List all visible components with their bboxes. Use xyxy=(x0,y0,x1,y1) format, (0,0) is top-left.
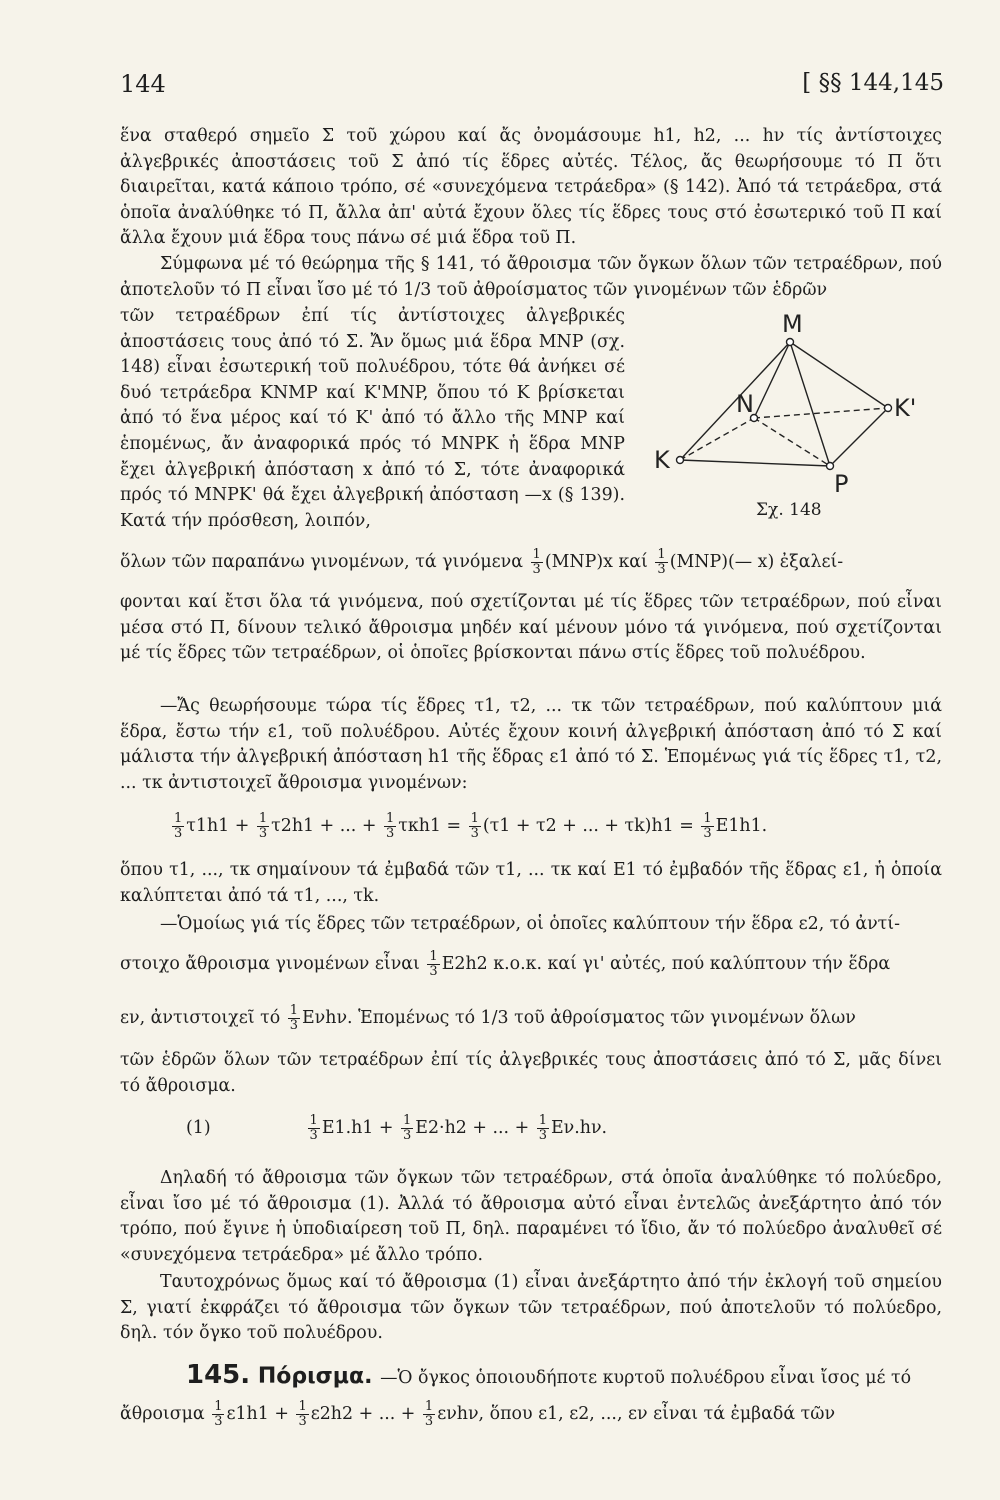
text-block-4 xyxy=(120,858,942,909)
section-145-heading xyxy=(186,1360,380,1390)
eq2-term-2: E2·h2 + ... + xyxy=(415,1118,530,1138)
section-145-line2: ἄθροισμα $\frac{1}{3}$ ε1h1 + $\frac{1}{3}$ ε2h2 + ... + $\frac{1}{3}$ ενhν, ὅπου ε1, ε2, ..., εν εἶναι τά ἐμβαδά τῶν xyxy=(120,1399,836,1429)
edge-NP xyxy=(754,418,830,466)
eq1-term-1: τ1h1 + xyxy=(186,816,250,836)
line-products xyxy=(120,548,942,577)
eq1-term-4: (τ1 + τ2 + ... + τk)h1 = xyxy=(482,816,694,836)
section-145-number: 145. xyxy=(186,1360,251,1390)
edge-NKp xyxy=(754,408,888,418)
paragraph-faces: —Ἄς θεωρήσουμε τώρα τίς ἕδρες τ1, τ2, ... τκ τῶν τετραέδρων, πού καλύπτουν μιά ἕδρα, ἔστω τήν ε1, τοῦ πολυέδρου. Αὐτές ἔχουν κοινή ἀλγεβρική ἀπόσταση ἀπό τό Σ καί μάλιστα τήν ἀλγεβρική ἀπόσταση h1 τῆς ἕδρας ε1 ἀπό τό Σ. Ἑπομένως γιά τίς ἕδρες τ1, τ2, ... τκ ἀντιστοιχεῖ ἄθροισμα γινομένων: xyxy=(120,696,942,793)
paragraph-independent: Δηλαδή τό ἄθροισμα τῶν ὄγκων τῶν τετραέδρων, στά ὁποῖα ἀναλύθηκε τό πολύεδρο, εἶναι ἴσο μέ τό ἄθροισμα (1). Ἀλλά τό ἄθροισμα αὐτό εἶναι ἐντελῶς ἀνεξάρτητο ἀπό τόν τρόπο, πού ἔγινε ἡ ὑποδιαίρεση τοῦ Π, δηλ. παραμένει τό ἴδιο, ἄν τό πολύεδρο ἀναλυθεῖ σέ «συνεχόμενα τετράεδρα» μέ ἄλλο τρόπο. xyxy=(120,1168,942,1265)
section-145-title: Πόρισμα. xyxy=(257,1364,373,1389)
paragraph-volume: Ταυτοχρόνως ὅμως καί τό ἄθροισμα (1) εἶναι ἀνεξάρτητο ἀπό τήν ἐκλογή τοῦ σημείου Σ, γιατί ἐκφράζει τό ἄθροισμα τῶν ὄγκων τῶν τετραέδρων, πού ἀποτελοῦν τό πολύεδρο, δηλ. τόν ὄγκο τοῦ πολυέδρου. xyxy=(120,1272,942,1344)
paragraph-similarly: —Ὁμοίως γιά τίς ἕδρες τῶν τετραέδρων, οἱ ὁποῖες καλύπτουν τήν ἕδρα ε2, τό ἀντί- xyxy=(160,914,901,934)
edge-MK xyxy=(680,342,790,460)
text-block-5 xyxy=(120,912,942,938)
vertex-P xyxy=(827,463,834,470)
label-P: P xyxy=(834,470,849,498)
side-paragraph: τῶν τετραέδρων ἐπί τίς ἀντίστοιχες ἀλγεβρικές ἀποστάσεις τους ἀπό τό Σ. Ἄν ὅμως μιά ἕδρα MNP (σχ. 148) εἶναι ἐσωτερική τοῦ πολυέδρου, τότε θά ἀνήκει σέ δυό τετράεδρα KNMP καί K'MNP, ὅπου τό K βρίσκεται ἀπό τό ἕνα μέρος καί τό K' ἀπό τό ἄλλο τῆς MNP καί ἑπομένως, ἄν ἀναφορικά πρός τό MNPK ἡ ἕδρα MNP ἔχει ἀλγεβρική ἀπόσταση x ἀπό τό Σ, τότε ἀναφορικά πρός τό MNPK' θά ἔχει ἀλγεβρική ἀπόσταση —x (§ 139). Κατά τήν πρόσθεση, λοιπόν, xyxy=(120,306,625,531)
intro-paragraph-2: Σύμφωνα μέ τό θεώρημα τῆς § 141, τό ἄθροισμα τῶν ὄγκων ὅλων τῶν τετραέδρων, πού ἀποτελοῦν τό Π εἶναι ἴσο μέ τό 1/3 τοῦ ἀθροίσματος τῶν γινομένων τῶν ἑδρῶν xyxy=(120,253,942,300)
paragraph-cancel: φονται καί ἔτσι ὅλα τά γινόμενα, πού σχετίζονται μέ τίς ἕδρες τῶν τετραέδρων, πού εἶναι μέσα στό Π, δίνουν τελικό ἄθροισμα μηδέν καί μένουν μόνο τά γινόμενα, πού σχετίζονται μέ τίς ἕδρες τῶν τετραέδρων, οἱ ὁποῖες βρίσκονται πάνω στίς ἕδρες τοῦ πολυέδρου. xyxy=(120,592,942,664)
text-block-7 xyxy=(120,1270,942,1347)
fraction-one-third: $\frac{1}{3}$ xyxy=(657,547,666,577)
eq2-term-1: E1.h1 + xyxy=(321,1118,394,1138)
paragraph-where: ὅπου τ1, ..., τκ σημαίνουν τά ἐμβαδά τῶν τ1, ... τκ καί E1 τό ἐμβαδόν τῆς ἕδρας ε1, ἡ ὁποία καλύπτεται ἀπό τά τ1, ..., τk. xyxy=(120,860,942,906)
section-145-heading-line xyxy=(120,1360,942,1390)
vertex-M xyxy=(787,339,794,346)
edge-PKp xyxy=(830,408,888,466)
figure-caption: Σχ. 148 xyxy=(756,500,822,520)
vertex-Kp xyxy=(885,405,892,412)
edge-MN xyxy=(754,342,790,418)
eq1-term-5: E1h1. xyxy=(715,816,768,836)
figure-148 xyxy=(648,300,948,530)
edge-MKp xyxy=(790,342,888,408)
products-text-before: ὅλων τῶν παραπάνω γινομένων, τά γινόμενα xyxy=(120,552,523,572)
label-N: N xyxy=(736,390,754,418)
page-number: 144 xyxy=(120,70,166,98)
section-reference: [ §§ 144,145 xyxy=(802,70,944,96)
vertex-K xyxy=(677,457,684,464)
tetrahedron-diagram xyxy=(648,300,948,530)
text-block-5d xyxy=(120,1048,942,1099)
label-Kp: K' xyxy=(894,394,917,422)
edge-KP xyxy=(680,460,830,466)
line-similarly-3: εν, ἀντιστοιχεῖ τό $\frac{1}{3}$ Eνhν. Ἑπομένως τό 1/3 τοῦ ἀθροίσματος τῶν γινομένων ὅλων xyxy=(120,1003,856,1033)
edge-KN xyxy=(680,418,754,460)
label-K: K xyxy=(654,446,670,474)
paragraph-gives-sum: τῶν ἑδρῶν ὅλων τῶν τετραέδρων ἐπί τίς ἀλγεβρικές τους ἀποστάσεις ἀπό τό Σ, μᾶς δίνει τό ἄθροισμα. xyxy=(120,1050,942,1096)
eq1-term-2: τ2h1 + ... + xyxy=(271,816,377,836)
fraction-one-third: $\frac{1}{3}$ xyxy=(532,547,541,577)
eq2-term-3: Eν.hν. xyxy=(550,1118,608,1138)
section-145-line1: —Ὁ ὄγκος ὁποιουδήποτε κυρτοῦ πολυέδρου εἶναι ἴσος μέ τό xyxy=(380,1368,912,1388)
text-block-6 xyxy=(120,1166,942,1268)
side-text xyxy=(120,304,625,534)
label-M: M xyxy=(782,310,803,338)
text-block-2 xyxy=(120,590,942,667)
eq2-label: (1) xyxy=(186,1118,211,1138)
edge-MP xyxy=(790,342,830,466)
equation-1: $\frac{1}{3}$ τ1h1 + $\frac{1}{3}$ τ2h1 + ... + $\frac{1}{3}$ τκh1 = $\frac{1}{3}$ (τ1 + τ2 + ... + τk)h1 = $\frac{1}{3}$ E1h1. xyxy=(174,811,768,841)
products-text-mid2: (MNP)(— x) ἐξαλεί- xyxy=(669,552,844,572)
equation-2: (1) $\frac{1}{3}$ E1.h1 + $\frac{1}{3}$ E2·h2 + ... + $\frac{1}{3}$ Eν.hν. xyxy=(120,1114,942,1143)
text-block-3 xyxy=(120,694,942,796)
intro-paragraph-1: ἕνα σταθερό σημεῖο Σ τοῦ χώρου καί ἄς ὀνομάσουμε h1, h2, ... hν τίς ἀντίστοιχες ἀλγεβρικές ἀποστάσεις τοῦ Σ ἀπό τίς ἕδρες αὐτές. Τέλος, ἄς θεωρήσουμε τό Π ὅτι διαιρεῖται, κατά κάποιο τρόπο, σέ «συνεχόμενα τετράεδρα» (§ 142). Ἀπό τά τετράεδρα, στά ὁποῖα ἀναλύθηκε τό Π, ἄλλα ἀπ' αὐτά ἔχουν ὅλες τίς ἕδρες τους στό ἐσωτερικό τοῦ Π καί ἄλλα ἔχουν μιά ἕδρα τους πάνω σέ μιά ἕδρα τοῦ Π. xyxy=(120,126,942,249)
intro-text xyxy=(120,124,942,303)
products-text-mid1: (MNP)x καί xyxy=(544,552,648,572)
line-similarly-2: στοιχο ἄθροισμα γινομένων εἶναι $\frac{1}{3}$ E2h2 κ.ο.κ. καί γι' αὐτές, πού καλύπτουν τήν ἕδρα xyxy=(120,949,891,979)
eq1-term-3: τκh1 = xyxy=(398,816,462,836)
